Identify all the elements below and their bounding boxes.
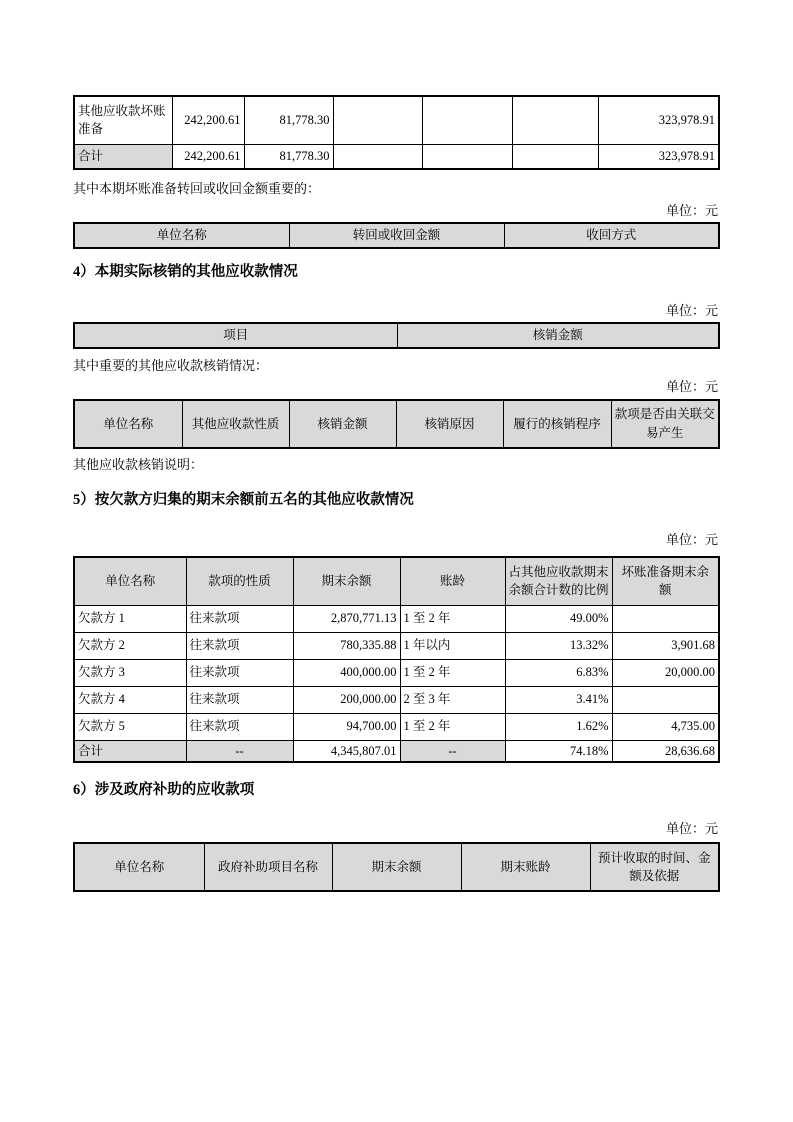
section-5-heading: 5）按欠款方归集的期末余额前五名的其他应收款情况	[73, 492, 414, 508]
column-header: 款项是否由关联交易产生	[611, 400, 719, 448]
table-row	[74, 605, 719, 632]
table-cell: 323,978.91	[598, 96, 719, 144]
table-row	[74, 632, 719, 659]
table-cell: 400,000.00	[293, 659, 400, 686]
table-cell: 往来款项	[186, 713, 293, 740]
unit-label: 单位：元	[665, 303, 718, 318]
gov-subsidy-table	[73, 842, 720, 892]
writeoff-desc-note: 其他应收款核销说明：	[73, 457, 204, 472]
table-cell: 242,200.61	[172, 144, 244, 169]
table-cell: 4,345,807.01	[293, 740, 400, 762]
column-header: 期末余额	[332, 843, 461, 891]
column-header: 核销原因	[396, 400, 503, 448]
table-cell	[333, 96, 422, 144]
column-header: 收回方式	[504, 223, 719, 248]
debtor-name: 欠款方 4	[74, 686, 186, 713]
table-cell: 81,778.30	[244, 144, 333, 169]
table-row	[74, 96, 719, 144]
writeoff-detail-table	[73, 399, 720, 449]
column-header: 坏账准备期末余额	[612, 557, 719, 605]
table-cell	[512, 144, 598, 169]
table-cell: 1.62%	[505, 713, 612, 740]
writeoff-summary-table	[73, 322, 720, 349]
table-cell: --	[186, 740, 293, 762]
table-cell	[422, 96, 512, 144]
unit-label: 单位：元	[665, 379, 718, 394]
column-header: 核销金额	[397, 323, 719, 348]
table-row	[74, 659, 719, 686]
writeoff-important-note: 其中重要的其他应收款核销情况：	[73, 358, 269, 373]
bad-debt-provision-table	[73, 95, 720, 170]
table-cell	[333, 144, 422, 169]
column-header: 政府补助项目名称	[204, 843, 332, 891]
total-label: 合计	[74, 144, 172, 169]
column-header: 单位名称	[74, 843, 204, 891]
section-6-heading: 6）涉及政府补助的应收款项	[73, 782, 255, 799]
table-cell: 往来款项	[186, 632, 293, 659]
table-cell: 49.00%	[505, 605, 612, 632]
debtor-name: 欠款方 5	[74, 713, 186, 740]
column-header: 转回或收回金额	[289, 223, 504, 248]
table-cell: 28,636.68	[612, 740, 719, 762]
table-cell: 往来款项	[186, 686, 293, 713]
column-header: 单位名称	[74, 400, 182, 448]
column-header: 款项的性质	[186, 557, 293, 605]
table-cell: 81,778.30	[244, 96, 333, 144]
column-header: 核销金额	[289, 400, 396, 448]
table-row	[74, 686, 719, 713]
table-cell: 200,000.00	[293, 686, 400, 713]
table-cell	[512, 96, 598, 144]
row-label: 其他应收款坏账准备	[74, 96, 172, 144]
table-cell: 3,901.68	[612, 632, 719, 659]
table-cell: 94,700.00	[293, 713, 400, 740]
table-cell: 1 至 2 年	[400, 605, 505, 632]
debtor-name: 欠款方 2	[74, 632, 186, 659]
header-row	[74, 323, 719, 348]
table-cell: 323,978.91	[598, 144, 719, 169]
top5-debtors-table	[73, 556, 720, 763]
header-row	[74, 400, 719, 448]
column-header: 期末余额	[293, 557, 400, 605]
debtor-name: 欠款方 3	[74, 659, 186, 686]
table-cell: 74.18%	[505, 740, 612, 762]
table-cell: 3.41%	[505, 686, 612, 713]
reversal-note: 其中本期坏账准备转回或收回金额重要的：	[73, 181, 321, 196]
table-cell	[612, 605, 719, 632]
table-row	[74, 713, 719, 740]
table-cell: 6.83%	[505, 659, 612, 686]
table-cell: 往来款项	[186, 605, 293, 632]
table-cell	[422, 144, 512, 169]
table-cell: --	[400, 740, 505, 762]
table-cell: 1 至 2 年	[400, 713, 505, 740]
header-row	[74, 843, 719, 891]
table-cell: 242,200.61	[172, 96, 244, 144]
total-row	[74, 740, 719, 762]
column-header: 项目	[74, 323, 397, 348]
table-cell: 1 至 2 年	[400, 659, 505, 686]
column-header: 预计收取的时间、金额及依据	[590, 843, 719, 891]
column-header: 期末账龄	[461, 843, 590, 891]
table-cell: 4,735.00	[612, 713, 719, 740]
total-label: 合计	[74, 740, 186, 762]
unit-label: 单位：元	[665, 532, 718, 547]
table-cell: 2,870,771.13	[293, 605, 400, 632]
table-cell: 1 年以内	[400, 632, 505, 659]
column-header: 履行的核销程序	[503, 400, 611, 448]
column-header: 占其他应收款期末余额合计数的比例	[505, 557, 612, 605]
total-row	[74, 144, 719, 169]
table-cell: 13.32%	[505, 632, 612, 659]
section-4-heading: 4）本期实际核销的其他应收款情况	[73, 264, 298, 280]
table-cell: 20,000.00	[612, 659, 719, 686]
table-cell	[612, 686, 719, 713]
column-header: 账龄	[400, 557, 505, 605]
header-row	[74, 223, 719, 248]
table-cell: 2 至 3 年	[400, 686, 505, 713]
unit-label: 单位：元	[665, 821, 718, 837]
column-header: 单位名称	[74, 557, 186, 605]
debtor-name: 欠款方 1	[74, 605, 186, 632]
table-cell: 780,335.88	[293, 632, 400, 659]
unit-label: 单位：元	[665, 203, 718, 218]
reversal-recovery-table	[73, 222, 720, 249]
header-row	[74, 557, 719, 605]
table-cell: 往来款项	[186, 659, 293, 686]
column-header: 单位名称	[74, 223, 289, 248]
column-header: 其他应收款性质	[182, 400, 289, 448]
